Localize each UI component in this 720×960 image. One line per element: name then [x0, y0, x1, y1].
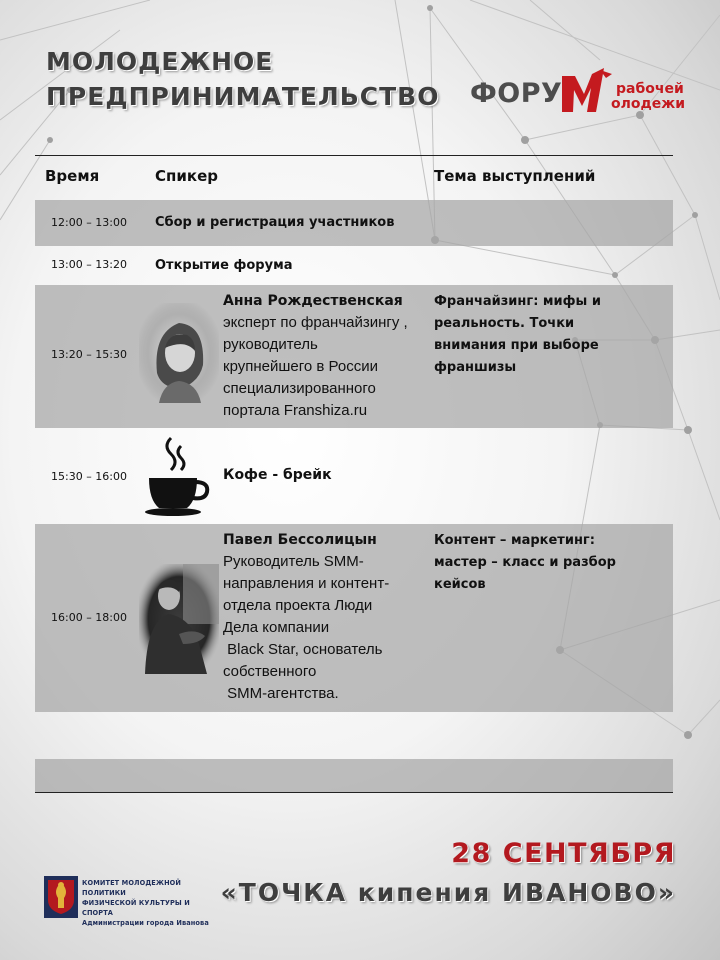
- logo-forum-text: ФОРУ: [470, 78, 563, 109]
- topic-line: франшизы: [434, 360, 517, 375]
- speaker-info: [223, 293, 423, 422]
- page-title: [46, 44, 440, 114]
- desc-line: специализированного: [223, 380, 376, 397]
- desc-line: Руководитель SMM-: [223, 553, 364, 570]
- speaker-name: Анна Рождественская: [223, 293, 403, 309]
- row-title: Сбор и регистрация участников: [155, 215, 395, 230]
- committee-line: ФИЗИЧЕСКОЙ КУЛЬТУРЫ И СПОРТА: [82, 899, 190, 917]
- column-header-time: Время: [45, 167, 100, 185]
- desc-line: собственного: [223, 663, 317, 680]
- title-line-2: ПРЕДПРИНИМАТЕЛЬСТВО: [46, 82, 440, 111]
- column-header-speaker: Спикер: [155, 167, 218, 185]
- table-row-empty: [35, 759, 673, 792]
- topic-line: Контент – маркетинг:: [434, 533, 595, 548]
- speaker-description: [223, 551, 423, 705]
- row-title: Кофе - брейк: [223, 467, 332, 483]
- title-line-1: МОЛОДЕЖНОЕ: [46, 47, 274, 76]
- speaker-name: Павел Бессолицын: [223, 532, 377, 548]
- speaker-description: [223, 312, 423, 422]
- speaker-info: [223, 532, 423, 705]
- desc-line: направления и контент-: [223, 575, 390, 592]
- talk-topic: [434, 291, 634, 379]
- desc-line: отдела проекта Люди: [223, 597, 373, 614]
- table-header: [35, 156, 673, 200]
- desc-line: эксперт по франчайзингу ,: [223, 314, 408, 331]
- table-row: [35, 524, 673, 712]
- row-time: 12:00 – 13:00: [51, 216, 127, 229]
- row-time: 13:00 – 13:20: [51, 258, 127, 271]
- topic-line: реальность. Точки: [434, 316, 575, 331]
- table-bottom-rule: [35, 792, 673, 793]
- row-title: Открытие форума: [155, 258, 293, 273]
- row-time: 15:30 – 16:00: [51, 470, 127, 483]
- desc-line: Black Star, основатель: [223, 641, 383, 658]
- committee-line: КОМИТЕТ МОЛОДЕЖНОЙ ПОЛИТИКИ: [82, 879, 182, 897]
- committee-logo: [44, 876, 214, 927]
- logo-word-2: олодежи: [611, 96, 686, 112]
- coffee-cup-icon: [143, 434, 213, 518]
- forum-logo: [470, 66, 690, 118]
- table-row-empty: [35, 712, 673, 759]
- topic-line: Франчайзинг: мифы и: [434, 294, 601, 309]
- speaker-photo: [139, 303, 219, 403]
- committee-text: [82, 878, 214, 928]
- event-venue: «ТОЧКА кипения ИВАНОВО»: [220, 878, 676, 907]
- topic-line: мастер – класс и разбор: [434, 555, 616, 570]
- talk-topic: [434, 530, 634, 596]
- schedule-table: [35, 155, 673, 793]
- topic-line: внимания при выборе: [434, 338, 599, 353]
- desc-line: руководитель: [223, 336, 318, 353]
- table-row: [35, 428, 673, 524]
- table-row: [35, 200, 673, 246]
- event-date: 28 СЕНТЯБРЯ: [451, 838, 676, 869]
- speaker-photo: [139, 564, 219, 674]
- column-header-topic: Тема выступлений: [434, 167, 596, 185]
- desc-line: крупнейшего в России: [223, 358, 378, 375]
- logo-word-1: рабочей: [616, 81, 684, 97]
- row-time: 13:20 – 15:30: [51, 348, 127, 361]
- committee-line: Администрации города Иванова: [82, 919, 209, 927]
- table-row: [35, 285, 673, 428]
- row-time: 16:00 – 18:00: [51, 611, 127, 624]
- logo-m-icon: [560, 68, 618, 114]
- desc-line: портала Franshiza.ru: [223, 402, 368, 419]
- desc-line: SMM-агентства.: [223, 685, 339, 702]
- topic-line: кейсов: [434, 577, 486, 592]
- desc-line: Дела компании: [223, 619, 330, 636]
- table-row: [35, 246, 673, 285]
- coat-of-arms-icon: [44, 876, 78, 918]
